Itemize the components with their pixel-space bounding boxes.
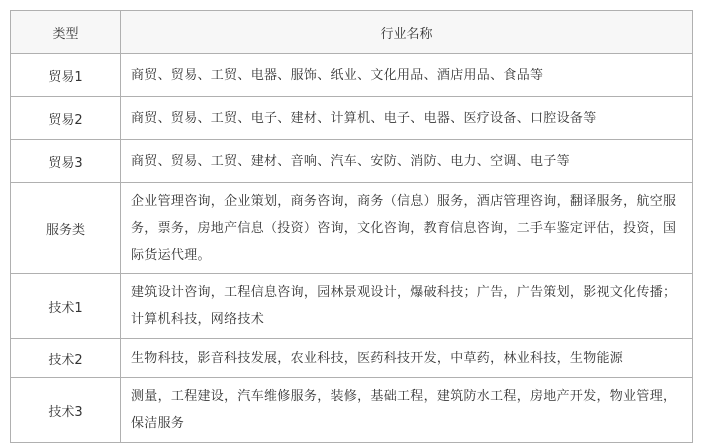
- row-type: 服务类: [11, 183, 121, 274]
- row-industries: 建筑设计咨询，工程信息咨询，园林景观设计，爆破科技；广告，广告策划，影视文化传播；计算机科技，网络技术: [121, 274, 693, 339]
- table-row: [11, 378, 693, 443]
- row-industries: 商贸、贸易、工贸、电器、服饰、纸业、文化用品、酒店用品、食品等: [121, 54, 693, 97]
- row-type: 贸易2: [11, 97, 121, 140]
- industry-table: [10, 10, 693, 443]
- table-row: [11, 274, 693, 339]
- row-industries: 企业管理咨询，企业策划，商务咨询，商务（信息）服务，酒店管理咨询，翻译服务，航空服务，票务，房地产信息（投资）咨询，文化咨询，教育信息咨询，二手车鉴定评估，投资，国际货运代理。: [121, 183, 693, 274]
- table-row: [11, 339, 693, 378]
- row-industries: 商贸、贸易、工贸、电子、建材、计算机、电子、电器、医疗设备、口腔设备等: [121, 97, 693, 140]
- table-row: [11, 140, 693, 183]
- header-type: 类型: [11, 11, 121, 54]
- table-row: [11, 54, 693, 97]
- table-row: [11, 97, 693, 140]
- header-industry: 行业名称: [121, 11, 693, 54]
- row-type: 贸易1: [11, 54, 121, 97]
- row-type: 技术3: [11, 378, 121, 443]
- row-type: 技术2: [11, 339, 121, 378]
- row-industries: 商贸、贸易、工贸、建材、音响、汽车、安防、消防、电力、空调、电子等: [121, 140, 693, 183]
- row-industries: 生物科技，影音科技发展，农业科技，医药科技开发，中草药，林业科技，生物能源: [121, 339, 693, 378]
- table-header-row: [11, 11, 693, 54]
- row-industries: 测量，工程建设，汽车维修服务，装修，基础工程，建筑防水工程，房地产开发，物业管理，保洁服务: [121, 378, 693, 443]
- table-row: [11, 183, 693, 274]
- row-type: 贸易3: [11, 140, 121, 183]
- row-type: 技术1: [11, 274, 121, 339]
